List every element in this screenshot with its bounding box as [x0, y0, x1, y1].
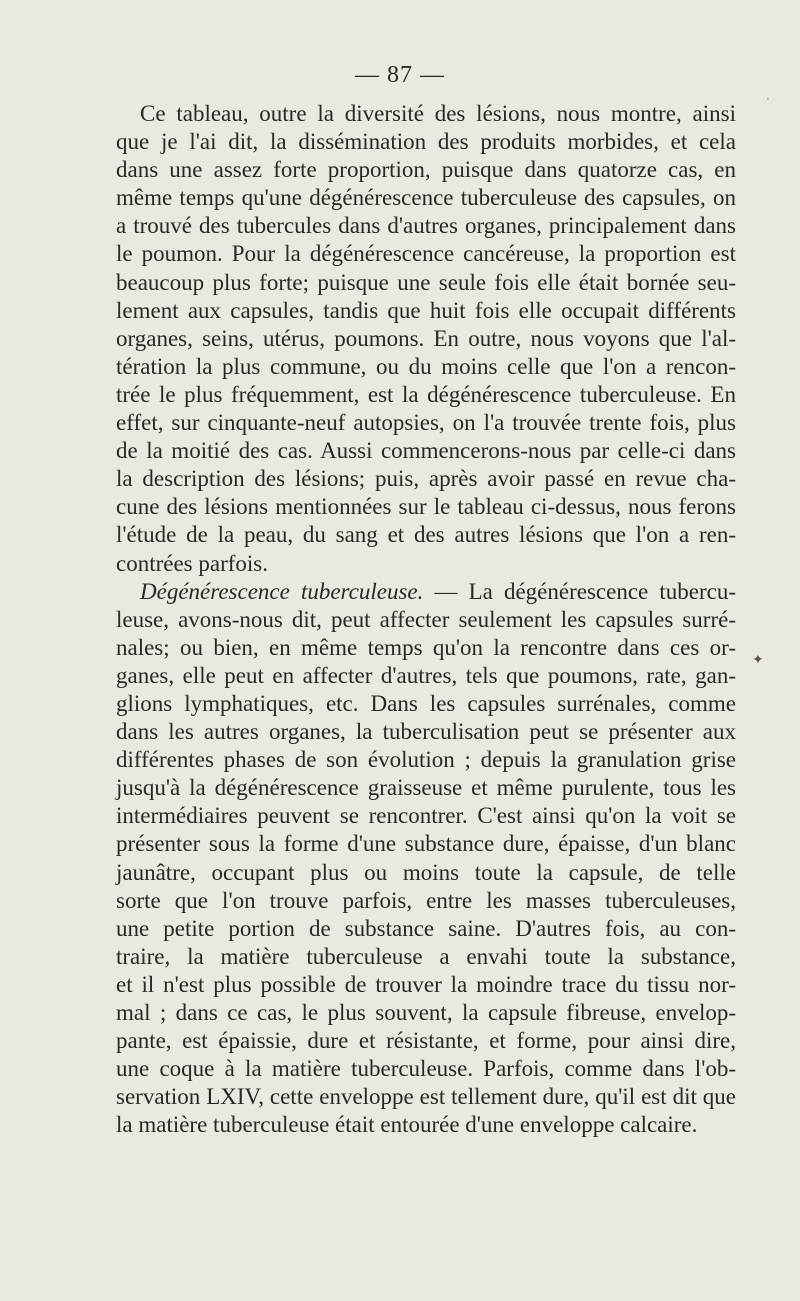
text-line: glions lymphatiques, etc. Dans les capsules surrénales, comme: [116, 690, 736, 716]
text-line: jusqu'à la dégénérescence graisseuse et même purulente, tous les: [116, 775, 736, 801]
text-line: trée le plus fréquemment, est la dégénérescence tuberculeuse. En: [116, 381, 736, 407]
text-line: a trouvé des tubercules dans d'autres organes, principalement dans: [116, 213, 736, 239]
text-line: différentes phases de son évolution ; depuis la granulation grise: [116, 747, 736, 773]
text-line: le poumon. Pour la dégénérescence cancéreuse, la proportion est: [116, 241, 736, 267]
page-number: — 87 —: [355, 62, 445, 88]
text-line: pante, est épaissie, dure et résistante, et forme, pour ainsi dire,: [116, 1028, 736, 1054]
text-line: dans une assez forte proportion, puisque dans quatorze cas, en: [116, 157, 736, 183]
text-line: lement aux capsules, tandis que huit fois elle occupait différents: [116, 297, 736, 323]
text-line: [116, 578, 736, 606]
text-line: sorte que l'on trouve parfois, entre les masses tuberculeuses,: [116, 887, 736, 913]
text-line-rest: — La dégénérescence tubercu-: [423, 578, 736, 604]
text-line: beaucoup plus forte; puisque une seule fois elle était bornée seu-: [116, 269, 736, 295]
text-line: une petite portion de substance saine. D'autres fois, au con-: [116, 915, 736, 941]
text-line: que je l'ai dit, la dissémination des produits morbides, et cela: [116, 129, 736, 155]
text-line: tération la plus commune, ou du moins celle que l'on a rencon-: [116, 353, 736, 379]
text-line: servation LXIV, cette enveloppe est tellement dure, qu'il est dit que: [116, 1084, 736, 1110]
text-line: une coque à la matière tuberculeuse. Parfois, comme dans l'ob-: [116, 1056, 736, 1082]
text-line: nales; ou bien, en même temps qu'on la rencontre dans ces or-: [116, 634, 736, 660]
text-line: l'étude de la peau, du sang et des autres lésions que l'on a ren-: [116, 522, 736, 548]
text-line: traire, la matière tuberculeuse a envahi toute la substance,: [116, 943, 736, 969]
text-line: même temps qu'une dégénérescence tuberculeuse des capsules, on: [116, 185, 736, 211]
text-line: ganes, elle peut en affecter d'autres, tels que poumons, rate, gan-: [116, 662, 736, 688]
edge-dot-icon: ·: [766, 92, 770, 106]
text-line: présenter sous la forme d'une substance dure, épaisse, d'un blanc: [116, 831, 736, 857]
text-line: de la moitié des cas. Aussi commencerons-nous par celle-ci dans: [116, 438, 736, 464]
margin-ink-mark-icon: ✦: [752, 652, 764, 668]
text-line: la description des lésions; puis, après avoir passé en revue cha-: [116, 466, 736, 492]
text-line: la matière tuberculeuse était entourée d'une enveloppe calcaire.: [116, 1112, 698, 1138]
text-line: et il n'est plus possible de trouver la moindre trace du tissu nor-: [116, 971, 736, 997]
text-line: dans les autres organes, la tuberculisation peut se présenter aux: [116, 719, 736, 745]
section-heading: Dégénérescence tuberculeuse.: [140, 578, 424, 604]
text-line: organes, seins, utérus, poumons. En outre, nous voyons que l'al-: [116, 325, 736, 351]
text-line: Ce tableau, outre la diversité des lésions, nous montre, ainsi: [140, 101, 736, 126]
text-line: cune des lésions mentionnées sur le tableau ci-dessus, nous ferons: [116, 494, 736, 520]
text-line: mal ; dans ce cas, le plus souvent, la capsule fibreuse, envelop-: [116, 1000, 736, 1025]
text-line: jaunâtre, occupant plus ou moins toute la capsule, de telle: [116, 859, 736, 885]
text-line: contrées parfois.: [116, 550, 268, 576]
text-line: leuse, avons-nous dit, peut affecter seulement les capsules surré-: [116, 606, 736, 632]
text-line: intermédiaires peuvent se rencontrer. C'est ainsi qu'on la voit se: [116, 803, 736, 829]
text-line: effet, sur cinquante-neuf autopsies, on l'a trouvée trente fois, plus: [116, 410, 736, 436]
body-text: [116, 100, 736, 1139]
